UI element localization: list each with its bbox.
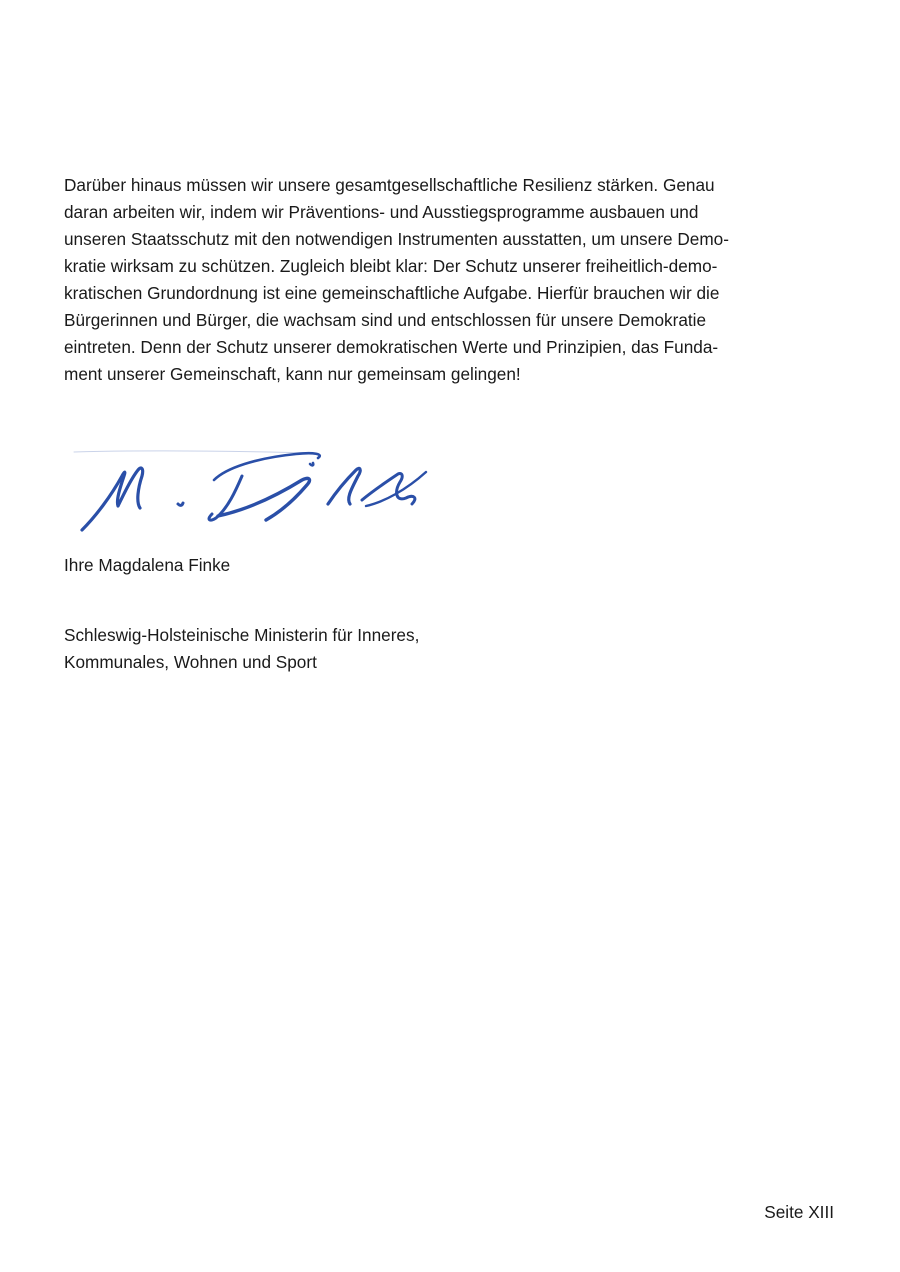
- paragraph-line: daran arbeiten wir, indem wir Präventions- und Ausstiegsprogramme ausbauen und: [64, 202, 699, 222]
- page-number: Seite XIII: [764, 1202, 834, 1222]
- paragraph-line: Darüber hinaus müssen wir unsere gesamtgesellschaftliche Resilienz stärken. Genau: [64, 175, 715, 195]
- handwritten-signature: [66, 446, 438, 542]
- paragraph-line: Bürgerinnen und Bürger, die wachsam sind und entschlossen für unsere Demokratie: [64, 310, 707, 330]
- paragraph-line: unseren Staatsschutz mit den notwendigen Instrumenten ausstatten, um unsere Demo-: [64, 229, 729, 249]
- paragraph-line: kratischen Grundordnung ist eine gemeinschaftliche Aufgabe. Hierfür brauchen wir die: [64, 283, 720, 303]
- paragraph-line: eintreten. Denn der Schutz unserer demokratischen Werte und Prinzipien, das Funda-: [64, 337, 719, 357]
- title-line: Schleswig-Holsteinische Ministerin für Inneres,: [64, 625, 420, 645]
- signatory-title: [64, 622, 419, 676]
- paragraph-line: kratie wirksam zu schützen. Zugleich bleibt klar: Der Schutz unserer freiheitlich-demo-: [64, 256, 718, 276]
- title-line: Kommunales, Wohnen und Sport: [64, 652, 317, 672]
- closing-line: Ihre Magdalena Finke: [64, 555, 231, 575]
- paragraph-line: ment unserer Gemeinschaft, kann nur gemeinsam gelingen!: [64, 364, 521, 384]
- body-paragraph: [64, 172, 794, 388]
